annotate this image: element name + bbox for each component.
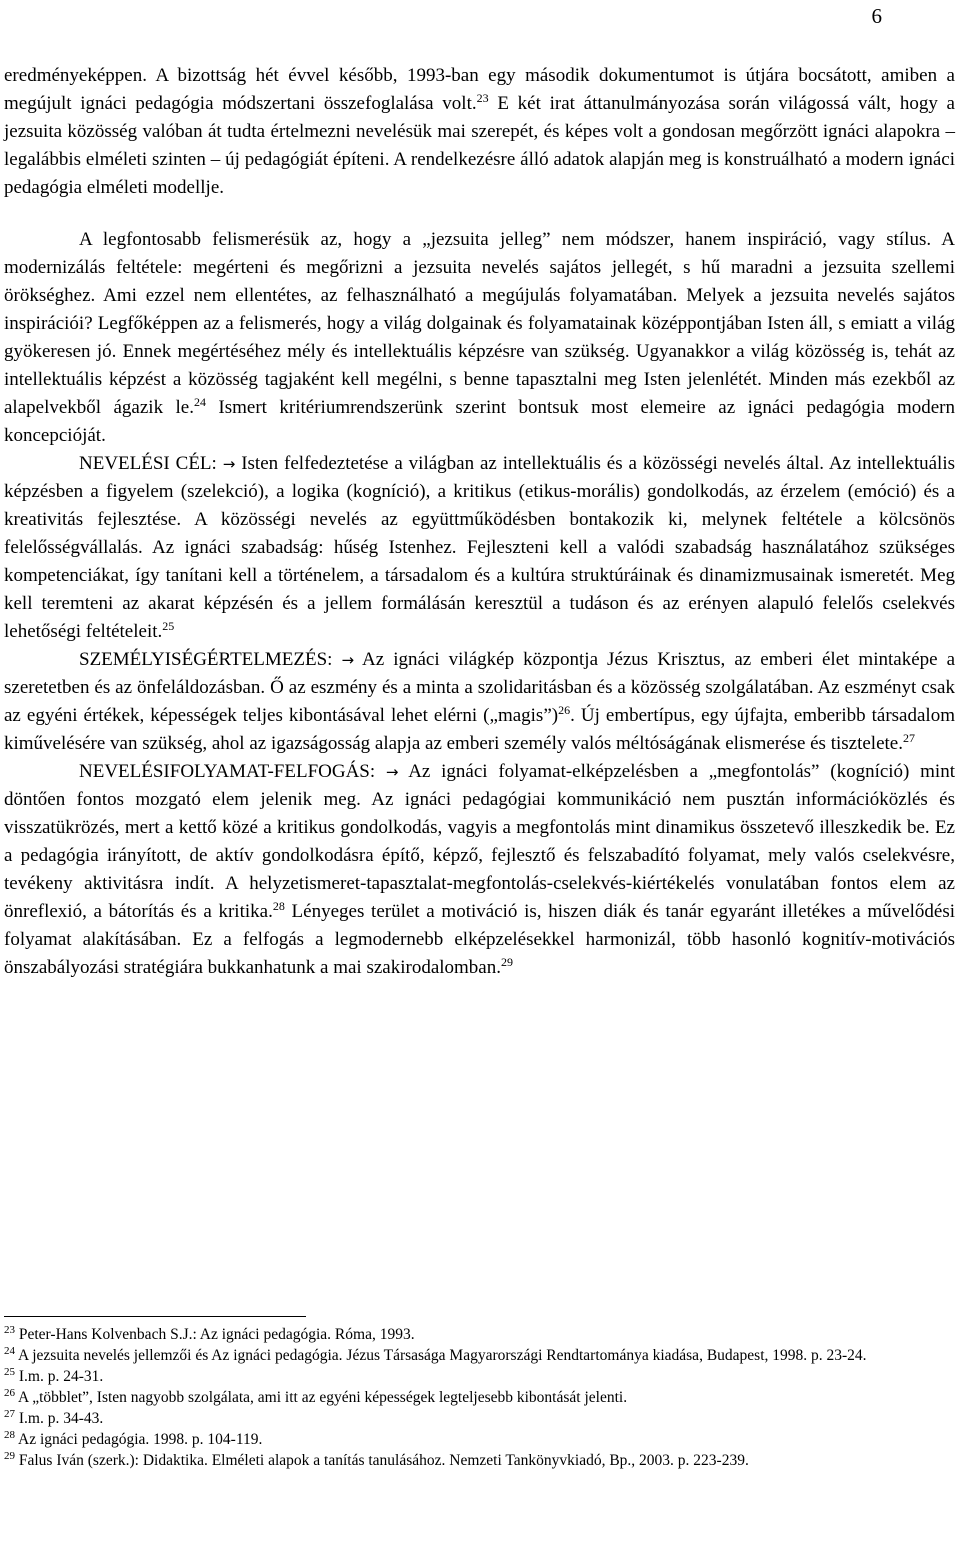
footnote-ref: 26: [558, 703, 571, 717]
footnote: [4, 1387, 955, 1408]
paragraph-text: E két irat áttanulmányozása során világossá vált, hogy a jezsuita közösség valóban át tudta értelmezni nevelésük mai szerepét, és képes volt a gondosan megőrzött ignáci alapokra – legalábbis elméleti szinten – új pedagógiát építeni. A rendelkezésre álló adatok alapján meg is konstruálható a modern ignáci pedagógia elméleti modellje.: [4, 93, 955, 198]
footnote: [4, 1408, 955, 1429]
paragraph-text: . Új embertípus, egy újfajta, emberibb társadalom kiművelésére van szükség, ahol az igazságosság alapja az emberi személy valós méltóságának elismerése és tisztelete.: [4, 705, 955, 754]
footnote-text: Falus Iván (szerk.): Didaktika. Elméleti alapok a tanítás tanulásához. Nemzeti Tankönyvkiadó, Bp., 2003. p. 223-239.: [18, 1452, 749, 1469]
paragraph: [4, 646, 955, 758]
paragraph: [4, 62, 955, 202]
footnote-divider: [4, 1316, 306, 1317]
paragraph: [4, 450, 955, 646]
paragraph-text: eredményeképpen. A bizottság hét évvel később, 1993-ban egy második dokumentumot is útjára bocsátott, amiben a megújult ignáci pedagógia módszertani összefoglalása volt.: [4, 65, 955, 114]
footnote-ref: 28: [272, 899, 285, 913]
footnote: [4, 1429, 955, 1450]
body-text: [4, 62, 955, 982]
paragraph-text: Az ignáci világkép központja Jézus Krisztus, az emberi élet mintaképe a szeretetben és az önfeláldozásban. Ő az eszmény és a minta a szolidaritásban és a közösség szolgálatában. Az eszményt csak az egyéni értékek, képességek teljes kibontásával lehet elérni („magis”): [4, 649, 956, 726]
paragraph-text: Isten felfedeztetése a világban az intellektuális és a közösségi nevelés által. Az intellektuális képzésben a figyelem (szelekció), a logika (kogníció), a kritikus (etikus-morális) gondolkodás, az érzelem (emóció) és a kreativitás fejlesztése. A közösségi nevelés az együttműködésben bontakozik ki, melynek feltétele a kölcsönös felelősségvállalás. Az ignáci szabadság: hűség Istenhez. Fejleszteni kell a valódi szabadság használatához szükséges kompetenciákat, így tanítani kell a történelem, a társadalom és a kultúra struktúráinak és dinamizmusainak ismeretét. Meg kell teremteni az akarat képzésén és a jellem formálásán keresztül a tudáson és az erényen alapuló felelős cselekvés lehetőségi feltételeit.: [4, 453, 956, 642]
paragraph-text: A legfontosabb felismerésük az, hogy a „jezsuita jelleg” nem módszer, hanem inspiráció, vagy stílus. A modernizálás feltétele: megérteni és megőrizni a jezsuita nevelés sajátos jellegét, s hű maradni a jezsuita szellemi örökséghez. Ami ezzel nem ellentétes, az felhasználható a megújulás folyamatában. Melyek a jezsuita nevelés sajátos inspirációi? Legfőképpen az a felismerés, hogy a világ dolgainak és folyamatainak középpontjában Isten áll, s emiatt a világ gyökeresen jó. Ennek megértéséhez mély és intellektuális képzésre van szükség. Ugyanakkor a világ közösség is, tehát az intellektuális képzést a közösség tagjaként kell megélni, s benne tapasztalni meg Isten jelenlétét. Minden más ezekből az alapelvekből ágazik le.: [4, 229, 955, 418]
footnote-ref: 24: [193, 395, 206, 409]
footnote-number: 27: [4, 1408, 15, 1420]
footnote-ref: 25: [162, 619, 175, 633]
footnote-number: 29: [4, 1450, 15, 1462]
footnote-text: I.m. p. 24-31.: [18, 1368, 104, 1385]
section-heading: NEVELÉSIFOLYAMAT-FELFOGÁS:: [79, 761, 376, 782]
footnote-text: A „többlet”, Isten nagyobb szolgálata, ami itt az egyéni képességek legteljesebb kibontását jelenti.: [18, 1389, 628, 1406]
footnote: [4, 1324, 955, 1345]
arrow-icon: →: [222, 455, 236, 473]
footnote-number: 25: [4, 1366, 15, 1378]
paragraph: [4, 758, 955, 982]
page-number: 6: [871, 4, 882, 28]
paragraph-text: Ismert kritériumrendszerünk szerint bontsuk most elemeire az ignáci pedagógia modern koncepcióját.: [4, 397, 955, 446]
footnote-ref: 29: [501, 955, 513, 969]
footnote: [4, 1366, 955, 1387]
footnote-text: Az ignáci pedagógia. 1998. p. 104-119.: [18, 1431, 263, 1448]
footnote-text: I.m. p. 34-43.: [18, 1410, 104, 1427]
paragraph-text: Lényeges terület a motiváció is, hiszen diák és tanár egyaránt illetékes a művelődési folyamat alakításában. Ez a felfogás a legmodernebb elképzelésekkel harmonizál, több hasonló kognitív-motivációs önszabályozási stratégiára bukkanhatunk a mai szakirodalomban.: [4, 901, 956, 978]
arrow-icon: →: [385, 763, 399, 781]
footnote: [4, 1345, 955, 1366]
section-heading: SZEMÉLYISÉGÉRTELMEZÉS:: [79, 649, 333, 670]
footnote: [4, 1450, 955, 1471]
section-heading: NEVELÉSI CÉL:: [79, 453, 217, 474]
footnote-number: 26: [4, 1387, 15, 1399]
footnotes: [4, 1324, 955, 1471]
footnote-ref: 23: [476, 91, 489, 105]
footnote-number: 23: [4, 1324, 15, 1336]
arrow-icon: →: [341, 651, 355, 669]
paragraph-text: Az ignáci folyamat-elképzelésben a „megfontolás” (kogníció) mint döntően fontos mozgató elem jelenik meg. Az ignáci pedagógiai kommunikáció nem pusztán információközlés és visszatükrözés, mert a kettő közé a kritikus gondolkodás, vagyis a megfontolás mint dinamikus összetevő illeszkedik be. Ez a pedagógia irányított, de aktív gondolkodásra építő, képző, fejlesztő és felszabadító folyamat, mely valós cselekvésre, tevékeny aktivitásra indít. A helyzetismeret-tapasztalat-megfontolás-cselekvés-kiértékelés vonulatában fontos elem az önreflexió, a bátorítás és a kritika.: [4, 761, 955, 922]
footnote-text: Peter-Hans Kolvenbach S.J.: Az ignáci pedagógia. Róma, 1993.: [18, 1326, 415, 1343]
footnote-number: 24: [4, 1345, 15, 1357]
footnote-number: 28: [4, 1429, 15, 1441]
footnote-ref: 27: [902, 731, 915, 745]
footnote-text: A jezsuita nevelés jellemzői és Az ignáci pedagógia. Jézus Társasága Magyarországi Rendtartománya kiadása, Budapest, 1998. p. 23-24.: [18, 1347, 867, 1364]
paragraph: [4, 226, 955, 450]
